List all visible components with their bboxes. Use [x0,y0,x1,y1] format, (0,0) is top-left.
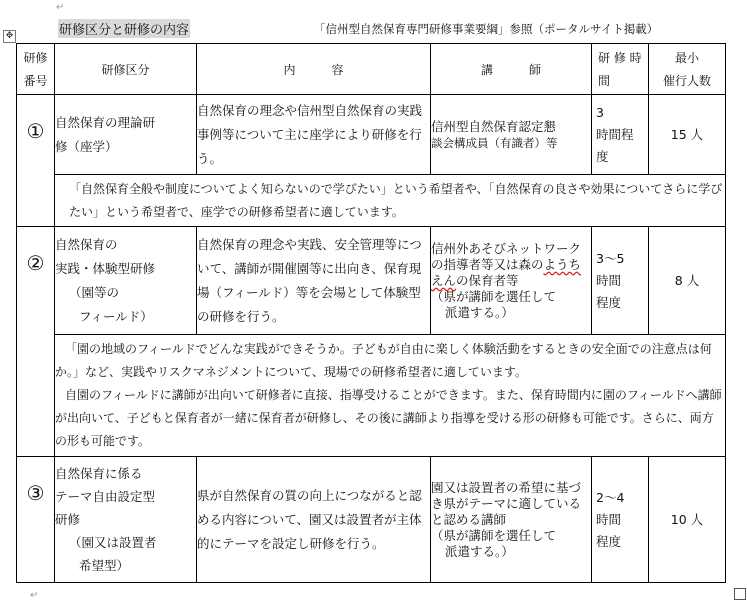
row-lecturer [431,227,592,335]
header-content: 内 容 [197,44,431,95]
lecturer-line: 信州型自然保育認定懇 [431,118,557,134]
time-line: 程度 [596,533,622,549]
row-min: 8 人 [649,227,726,335]
time-line: 3 [596,104,604,120]
training-table [16,43,726,583]
lecturer-text-part: 信州外あそびネットワークの指導者等又は森の [431,240,582,272]
header-lecturer: 講 師 [431,44,592,95]
category-line: （園等の [69,284,120,300]
time-line: 2～4 [596,489,625,505]
lecturer-note-line: 派遣する。） [445,543,514,559]
time-line: 度 [596,148,609,164]
category-line: 自然保育に係る [55,466,143,481]
row-min: 15 人 [649,95,726,175]
category-line: フィールド） [79,308,153,324]
category-line: 研修 [55,512,81,527]
time-line: 3～5 [596,250,625,266]
row-note: 「自然保育全般や制度についてよく知らないので学びたい」という希望者や、「自然保育の良さや効果についてさらに学びたい」という希望者で、座学での研修希望者に適しています。 [55,175,726,227]
row-time [592,95,649,175]
row-number: ① [17,95,55,227]
spellcheck-word: ようちえん [431,256,582,288]
table-resize-handle-icon[interactable] [734,588,746,600]
lecturer-text: 園又は設置者の希望に基づき県がテーマに適していると認める講師 [431,479,582,527]
category-line: 自然保育の [55,236,118,252]
category-line: 実践・体験型研修 [55,260,156,276]
header-time-line2: 間 [598,74,611,88]
header-time [592,44,649,95]
note-row [17,335,726,457]
row-lecturer [431,457,592,583]
header-number-line1: 研修 [23,51,48,65]
header-min-line1: 最小 [674,51,699,65]
note-paragraph: 「園の地域のフィールドでどんな実践ができそうか。子どもが自由に楽しく体験活動をするときの安全面での注意点は何か。」など、実践やリスクマネジメントについて、現場での研修希望者に適しています。 [55,342,712,379]
note-row [17,175,726,227]
note-paragraph: 自園のフィールドに講師が出向いて研修者に直接、指導受けることができます。また、保育時間内に園のフィールドへ講師が出向いて、子どもと保育者が一緒に保育者が研修し、その後に講師より指導を受ける形の研修も可能です。さらに、両方の形も可能です。 [55,388,722,448]
table-move-handle-icon[interactable]: ✥ [3,30,16,43]
lecturer-note-line: （県が講師を選任して [431,288,557,304]
time-line: 程度 [596,294,622,310]
header-min-line2: 催行人数 [662,74,711,88]
time-line: 時間程 [596,126,634,142]
table-header-row [17,44,726,95]
row-content: 自然保育の理念や実践、安全管理等について、講師が開催園等に出向き、保育現場（フィールド）等を会場として体験型の研修を行う。 [197,227,431,335]
category-line: 希望型） [79,558,130,573]
row-note [55,335,726,457]
category-line: 自然保育の理論研 [55,114,156,130]
table-row [17,95,726,175]
lecturer-text-part: の保育者等 [456,272,519,288]
header-number-line2: 番号 [23,74,48,88]
lecturer-note-line: 派遣する。） [445,304,514,320]
header-min [649,44,726,95]
lecturer-line: 談会構成員（有識者）等 [431,135,558,150]
lecturer-text [431,241,591,289]
page-title: 研修区分と研修の内容 [58,19,190,38]
row-lecturer [431,95,592,175]
header-time-line1: 研 修 時 [598,51,642,65]
row-category [55,457,197,583]
row-content: 自然保育の理念や信州型自然保育の実践事例等について主に座学により研修を行う。 [197,95,431,175]
time-line: 時間 [596,272,622,288]
category-line: （園又は設置者 [69,535,157,550]
category-line: 修（座学） [55,138,118,154]
row-min: 10 人 [649,457,726,583]
table-row [17,457,726,583]
row-number: ② [17,227,55,457]
row-number: ③ [17,457,55,583]
header-number [17,44,55,95]
row-time [592,227,649,335]
reference-note: 「信州型自然保育専門研修事業要綱」参照（ポータルサイト掲載） [314,22,659,36]
paragraph-mark: ↵ [30,590,39,601]
time-line: 時間 [596,511,622,527]
row-category [55,227,197,335]
paragraph-mark: ↵ [56,2,65,13]
row-content: 県が自然保育の質の向上につながると認める内容について、園又は設置者が主体的にテーマを設定し研修を行う。 [197,457,431,583]
row-time [592,457,649,583]
header-category: 研修区分 [55,44,197,95]
table-row [17,227,726,335]
category-line: テーマ自由設定型 [55,489,156,504]
row-category [55,95,197,175]
lecturer-note-line: （県が講師を選任して [431,527,557,543]
